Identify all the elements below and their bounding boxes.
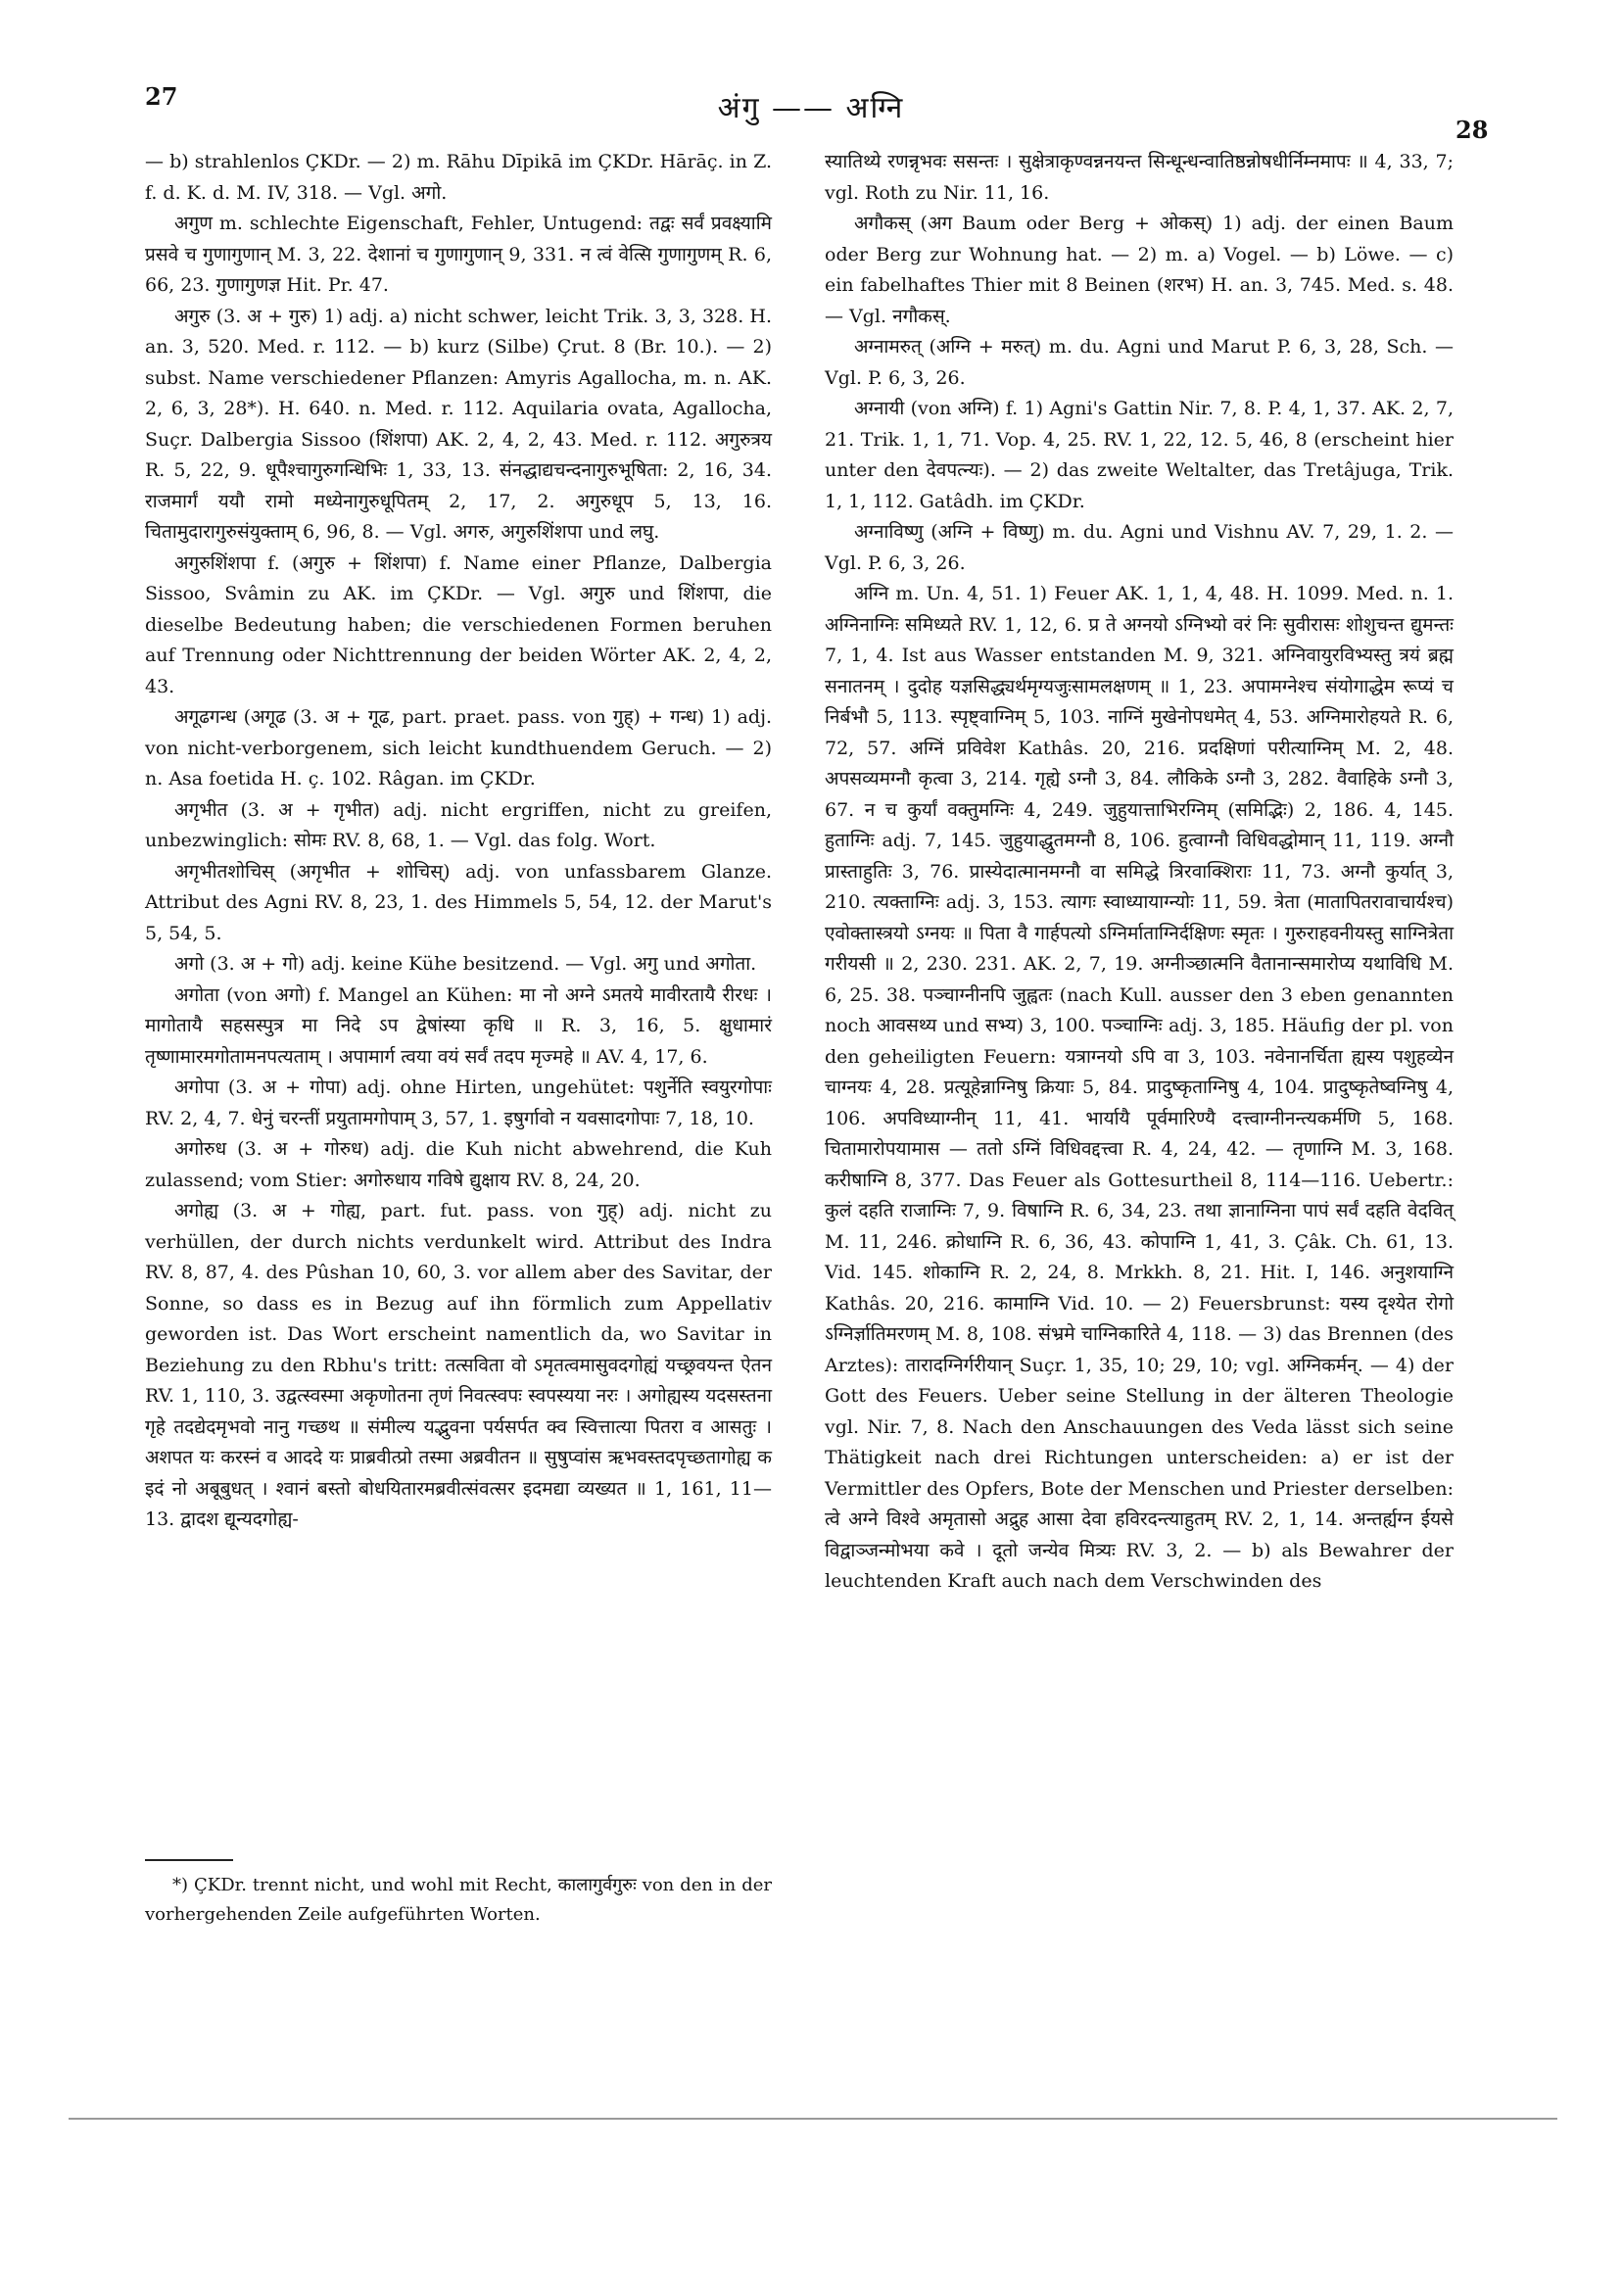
right-column <box>825 147 1454 1598</box>
dictionary-entry: अग्नि m. Un. 4, 51. 1) Feuer AK. 1, 1, 4, 48. H. 1099. Med. n. 1. अग्निनाग्निः समिध्यते RV. 1, 12, 6. प्र ते अग्नयो ऽग्निभ्यो वरं निः सुवीरासः शोशुचन्त द्युमन्तः 7, 1, 4. Ist aus Wasser entstanden M. 9, 321. अग्निवायुरविभ्यस्तु त्रयं ब्रह्म सनातनम् । दुदोह यज्ञसिद्ध्यर्थमृग्यजुःसामलक्षणम् ॥ 1, 23. अपामग्नेश्च संयोगाद्धेम रूप्यं च निर्बभौ 5, 113. स्पृष्ट्वाग्निम् 5, 103. नाग्निं मुखेनोपधमेत् 4, 53. अग्निमारोहयते R. 6, 72, 57. अग्निं प्रविवेश Kathâs. 20, 216. प्रदक्षिणां परीत्याग्निम् M. 2, 48. अपसव्यमग्नौ कृत्वा 3, 214. गृह्ये ऽग्नौ 3, 84. लौकिके ऽग्नौ 3, 282. वैवाहिके ऽग्नौ 3, 67. न च कुर्यां वक्तुमग्निः 4, 249. जुहुयात्ताभिरग्निम् (समिद्भिः) 2, 186. 4, 145. हुताग्निः adj. 7, 145. जुहुयाद्धुतमग्नौ 8, 106. हुत्वाग्नौ विधिवद्धोमान् 11, 119. अग्नौ प्रास्ताहुतिः 3, 76. प्रास्येदात्मानमग्नौ वा समिद्धे त्रिरवाक्शिराः 11, 73. अग्नौ कुर्यात् 3, 210. त्यक्ताग्निः adj. 3, 153. त्यागः स्वाध्यायाग्न्योः 11, 59. त्रेता (मातापितरावाचार्यश्च) एवोक्तास्त्रयो ऽग्नयः ॥ पिता वै गार्हपत्यो ऽग्निर्माताग्निर्दक्षिणः स्मृतः । गुरुराहवनीयस्तु साग्नित्रेता गरीयसी ॥ 2, 230. 231. AK. 2, 7, 19. अग्नीञ्छात्मनि वैतानान्समारोप्य यथाविधि M. 6, 25. 38. पञ्चाग्नीनपि जुह्वतः (nach Kull. ausser den 3 eben genannten noch आवसथ्य und सभ्य) 3, 100. पञ्चाग्निः adj. 3, 185. Häufig der pl. von den geheiligten Feuern: यत्राग्नयो ऽपि वा 3, 103. नवेनानर्चिता ह्यस्य पशुहव्येन चाग्नयः 4, 28. प्रत्यूहेन्नाग्निषु क्रियाः 5, 84. प्रादुष्कृताग्निषु 4, 104. प्रादुष्कृतेष्वग्निषु 4, 106. अपविध्याग्नीन् 11, 41. भार्यायै पूर्वमारिण्यै दत्त्वाग्नीनन्त्यकर्मणि 5, 168. चितामारोपयामास — ततो ऽग्निं विधिवद्दत्त्वा R. 4, 24, 42. — तृणाग्नि M. 3, 168. करीषाग्नि 8, 377. Das Feuer als Gottesurtheil 8, 114—116. Uebertr.: कुलं दहति राजाग्निः 7, 9. विषाग्नि R. 6, 34, 23. तथा ज्ञानाग्निना पापं सर्वं दहति वेदवित् M. 11, 246. क्रोधाग्नि R. 6, 36, 43. कोपाग्नि 1, 41, 3. Çâk. Ch. 61, 13. Vid. 145. शोकाग्नि R. 2, 24, 8. Mrkkh. 8, 21. Hit. I, 146. अनुशयाग्नि Kathâs. 20, 216. कामाग्नि Vid. 10. — 2) Feuersbrunst: यस्य दृश्येत रोगो ऽग्निर्ज्ञातिमरणम् M. 8, 108. संभ्रमे चाग्निकारिते 4, 118. — 3) das Brennen (des Arztes): तारादग्निर्गरीयान् Suçr. 1, 35, 10; 29, 10; vgl. अग्निकर्मन्. — 4) der Gott des Feuers. Ueber seine Stellung in der älteren Theologie vgl. Nir. 7, 8. Nach den Anschauungen des Veda lässt sich seine Thätigkeit nach drei Richtungen unterscheiden: a) er ist der Vermittler des Opfers, Bote der Menschen und Priester derselben: त्वे अग्ने विश्वे अमृतासो अद्रुह आसा देवा हविरदन्त्याहुतम् RV. 2, 1, 14. अन्तर्ह्यग्न ईयसे विद्वाञ्जन्मोभया कवे । दूतो जन्येव मित्र्यः RV. 3, 2. — b) als Bewahrer der leuchtenden Kraft auch nach dem Verschwinden des <box>825 583 1454 1592</box>
dictionary-entry: अगौकस् (अग Baum oder Berg + ओकस्) 1) adj. der einen Baum oder Berg zur Wohnung hat. — 2) m. a) Vogel. — b) Löwe. — c) ein fabelhaftes Thier mit 8 Beinen (शरभ) H. an. 3, 745. Med. s. 48. — Vgl. नगौकस्. <box>825 213 1454 327</box>
dictionary-entry: अगृभीतशोचिस् (अगृभीत + शोचिस्) adj. von unfassbarem Glanze. Attribut des Agni RV. 8, 23, 1. des Himmels 5, 54, 12. der Marut's 5, 54, 5. <box>145 860 772 944</box>
bottom-rule <box>69 2118 1557 2120</box>
dictionary-entry: — b) strahlenlos ÇKDr. — 2) m. Rāhu Dīpikā im ÇKDr. Hārāç. in Z. f. d. K. d. M. IV, 318. — Vgl. अगो. <box>145 151 772 204</box>
page-number-right: 28 <box>1455 116 1489 144</box>
dictionary-entry: स्यातिथ्ये रणन्नृभवः ससन्तः । सुक्षेत्राकृण्वन्ननयन्त सिन्धून्धन्वातिष्ठन्नोषधीर्निम्नमापः ॥ 4, 33, 7; vgl. Roth zu Nir. 11, 16. <box>825 151 1454 204</box>
footnote-rule <box>145 1859 233 1861</box>
dictionary-entry: अगुण m. schlechte Eigenschaft, Fehler, Untugend: तद्वः सर्वं प्रवक्ष्यामि प्रसवे च गुणागुणान् M. 3, 22. देशानां च गुणागुणान् 9, 331. न त्वं वेत्सि गुणागुणम् R. 6, 66, 23. गुणागुणज्ञ Hit. Pr. 47. <box>145 213 772 296</box>
running-head: अंगु —— अग्नि <box>717 91 905 125</box>
page-number-left: 27 <box>145 82 178 111</box>
dictionary-entry: अगृभीत (3. अ + गृभीत) adj. nicht ergriffen, nicht zu greifen, unbezwinglich: सोमः RV. 8, 68, 1. — Vgl. das folg. Wort. <box>145 798 772 851</box>
dictionary-entry: अगोह्य (3. अ + गोह्य, part. fut. pass. von गुह्) adj. nicht zu verhüllen, der durch nichts verdunkelt wird. Attribut des Indra RV. 8, 87, 4. des Pûshan 10, 60, 3. vor allem aber des Savitar, der Sonne, so dass es in Bezug auf ihn förmlich zum Appellativ geworden ist. Das Wort erscheint namentlich da, wo Savitar in Beziehung zu den Rbhu's tritt: तत्सविता वो ऽमृतत्वमासुवदगोह्यं यच्छ्रवयन्त ऐतन RV. 1, 110, 3. उद्वत्स्वस्मा अकृणोतना तृणं निवत्स्वपः स्वपस्यया नरः । अगोह्यस्य यदसस्तना गृहे तदद्येदमृभवो नानु गच्छथ ॥ संमील्य यद्भुवना पर्यसर्पत क्व स्वित्तात्या पितरा व आसतुः । अशपत यः करस्नं व आददे यः प्राब्रवीत्प्रो तस्मा अब्रवीतन ॥ सुषुप्वांस ऋभवस्तदपृच्छतागोह्य क इदं नो अबूबुधत् । श्वानं बस्तो बोधयितारमब्रवीत्संवत्सर इदमद्या व्यख्यत ॥ 1, 161, 11—13. द्वादश द्यून्यदगोह्य- <box>145 1200 772 1530</box>
dictionary-entry: अग्नाविष्णु (अग्नि + विष्णु) m. du. Agni und Vishnu AV. 7, 29, 1. 2. — Vgl. P. 6, 3, 26. <box>825 521 1454 574</box>
dictionary-entry: अगुरुशिंशपा f. (अगुरु + शिंशपा) f. Name einer Pflanze, Dalbergia Sissoo, Svâmin zu AK. im ÇKDr. — Vgl. अगुरु und शिंशपा, die dieselbe Bedeutung haben; die verschiedenen Formen beruhen auf Trennung oder Nichttrennung der beiden Wörter AK. 2, 4, 2, 43. <box>145 551 772 697</box>
left-column <box>145 147 772 1536</box>
dictionary-entry: अगुरु (3. अ + गुरु) 1) adj. a) nicht schwer, leicht Trik. 3, 3, 328. H. an. 3, 520. Med. r. 112. — b) kurz (Silbe) Çrut. 8 (Br. 10.). — 2) subst. Name verschiedener Pflanzen: Amyris Agallocha, m. n. AK. 2, 6, 3, 28*). H. 640. n. Med. r. 112. Aquilaria ovata, Agallocha, Suçr. Dalbergia Sissoo (शिंशपा) AK. 2, 4, 2, 43. Med. r. 112. अगुरुत्रय R. 5, 22, 9. धूपैश्चागुरुगन्धिभिः 1, 33, 13. संनद्धाद्यचन्दनागुरुभूषिता: 2, 16, 34. राजमार्गं ययौ रामो मध्येनागुरुधूपितम् 2, 17, 2. अगुरुधूप 5, 13, 16. चितामुदारागुरुसंयुक्ताम् 6, 96, 8. — Vgl. अगरु, अगुरुशिंशपा und लघु. <box>145 305 772 543</box>
dictionary-entry: अग्नामरुत् (अग्नि + मरुत्) m. du. Agni und Marut P. 6, 3, 28, Sch. — Vgl. P. 6, 3, 26. <box>825 336 1454 389</box>
dictionary-entry: अगूढगन्ध (अगूढ (3. अ + गूढ, part. praet. pass. von गुह्) + गन्ध) 1) adj. von nicht-verborgenem, sich leicht kundthuendem Geruch. — 2) n. Asa foetida H. ç. 102. Râgan. im ÇKDr. <box>145 706 772 789</box>
footnote: *) ÇKDr. trennt nicht, und wohl mit Recht, कालागुर्वगुरुः von den in der vorhergehenden Zeile aufgeführten Worten. <box>145 1875 772 1925</box>
dictionary-entry: अगोता (von अगो) f. Mangel an Kühen: मा नो अग्ने ऽमतये मावीरतायै रीरधः । मागोतायै सहसस्पुत्र मा निदे ऽप द्वेषांस्या कृधि ॥ R. 3, 16, 5. क्षुधामारं तृष्णामारमगोतामनपत्यताम् । अपामार्ग त्वया वयं सर्वं तदप मृज्महे ॥ AV. 4, 17, 6. <box>145 983 772 1068</box>
dictionary-entry: अगोरुध (3. अ + गोरुध) adj. die Kuh nicht abwehrend, die Kuh zulassend; vom Stier: अगोरुधाय गविषे द्युक्षाय RV. 8, 24, 20. <box>145 1138 772 1191</box>
dictionary-entry: अगो (3. अ + गो) adj. keine Kühe besitzend. — Vgl. अगु und अगोता. <box>174 953 757 975</box>
dictionary-entry: अगोपा (3. अ + गोपा) adj. ohne Hirten, ungehütet: पशुर्नेति स्वयुरगोपाः RV. 2, 4, 7. धेनुं चरन्तीं प्रयुतामगोपाम् 3, 57, 1. इषुर्गावो न यवसादगोपाः 7, 18, 10. <box>145 1076 772 1129</box>
dictionary-entry: अग्नायी (von अग्नि) f. 1) Agni's Gattin Nir. 7, 8. P. 4, 1, 37. AK. 2, 7, 21. Trik. 1, 1, 71. Vop. 4, 25. RV. 1, 22, 12. 5, 46, 8 (erscheint hier unter den देवपत्न्यः). — 2) das zweite Weltalter, das Tretâjuga, Trik. 1, 1, 112. Gatâdh. im ÇKDr. <box>825 398 1454 512</box>
